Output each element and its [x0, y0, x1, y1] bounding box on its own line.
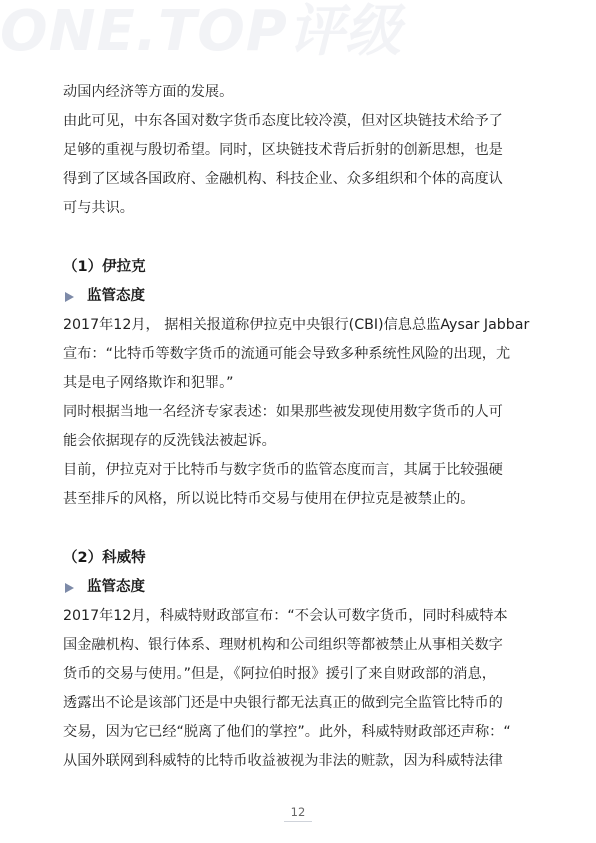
intro-line: 足够的重视与殷切希望。同时，区块链技术背后折射的创新思想，也是: [63, 142, 503, 158]
subheading-label: 监管态度: [87, 579, 145, 595]
iraq-line: 能会依据现存的反洗钱法被起诉。: [63, 433, 276, 449]
section-spacer: [63, 514, 538, 544]
section-heading-iraq: （1）伊拉克: [63, 259, 146, 275]
iraq-line: 2017年12月， 据相关报道称伊拉克中央银行(CBI)信息总监Aysar Jabbar: [63, 317, 530, 333]
triangle-bullet-icon: [65, 583, 74, 593]
intro-line: 由此可见，中东各国对数字货币态度比较冷漠，但对区块链技术给予了: [63, 113, 503, 129]
page-number: 12: [290, 805, 306, 819]
intro-line: 动国内经济等方面的发展。: [63, 84, 234, 100]
subheading-label: 监管态度: [87, 288, 145, 304]
section-spacer: [63, 223, 538, 253]
kuwait-section: [63, 544, 538, 776]
page-content: [63, 78, 538, 776]
kuwait-line: 交易，因为它已经“脱离了他们的掌控”。此外，科威特财政部还声称：“: [63, 724, 511, 740]
triangle-bullet-icon: [65, 292, 74, 302]
page-number-underline: [284, 821, 312, 822]
intro-line: 得到了区域各国政府、金融机构、科技企业、众多组织和个体的高度认: [63, 171, 503, 187]
kuwait-line: 国金融机构、银行体系、理财机构和公司组织等都被禁止从事相关数字: [63, 637, 503, 653]
kuwait-line: 2017年12月，科威特财政部宣布：“不会认可数字货币，同时科威特本: [63, 608, 508, 624]
intro-line: 可与共识。: [63, 200, 134, 216]
iraq-line: 目前，伊拉克对于比特币与数字货币的监管态度而言，其属于比较强硬: [63, 462, 503, 478]
section-heading-kuwait: （2）科威特: [63, 550, 146, 566]
kuwait-line: 透露出不论是该部门还是中央银行都无法真正的做到完全监管比特币的: [63, 695, 503, 711]
iraq-line: 同时根据当地一名经济专家表述：如果那些被发现使用数字货币的人可: [63, 404, 503, 420]
iraq-line: 其是电子网络欺诈和犯罪。”: [63, 375, 234, 391]
kuwait-line: 从国外联网到科威特的比特币收益被视为非法的赃款，因为科威特法律: [63, 753, 503, 769]
intro-section: [63, 78, 538, 223]
watermark-logo: ONE.TOP评级: [0, 0, 402, 64]
subheading-regulatory-attitude: [63, 282, 538, 311]
iraq-line: 宣布：“比特币等数字货币的流通可能会导致多种系统性风险的出现，尤: [63, 346, 511, 362]
iraq-section: [63, 253, 538, 514]
iraq-line: 甚至排斥的风格，所以说比特币交易与使用在伊拉克是被禁止的。: [63, 491, 475, 507]
kuwait-line: 货币的交易与使用。”但是，《阿拉伯时报》援引了来自财政部的消息，: [63, 666, 496, 682]
subheading-regulatory-attitude: [63, 573, 538, 602]
